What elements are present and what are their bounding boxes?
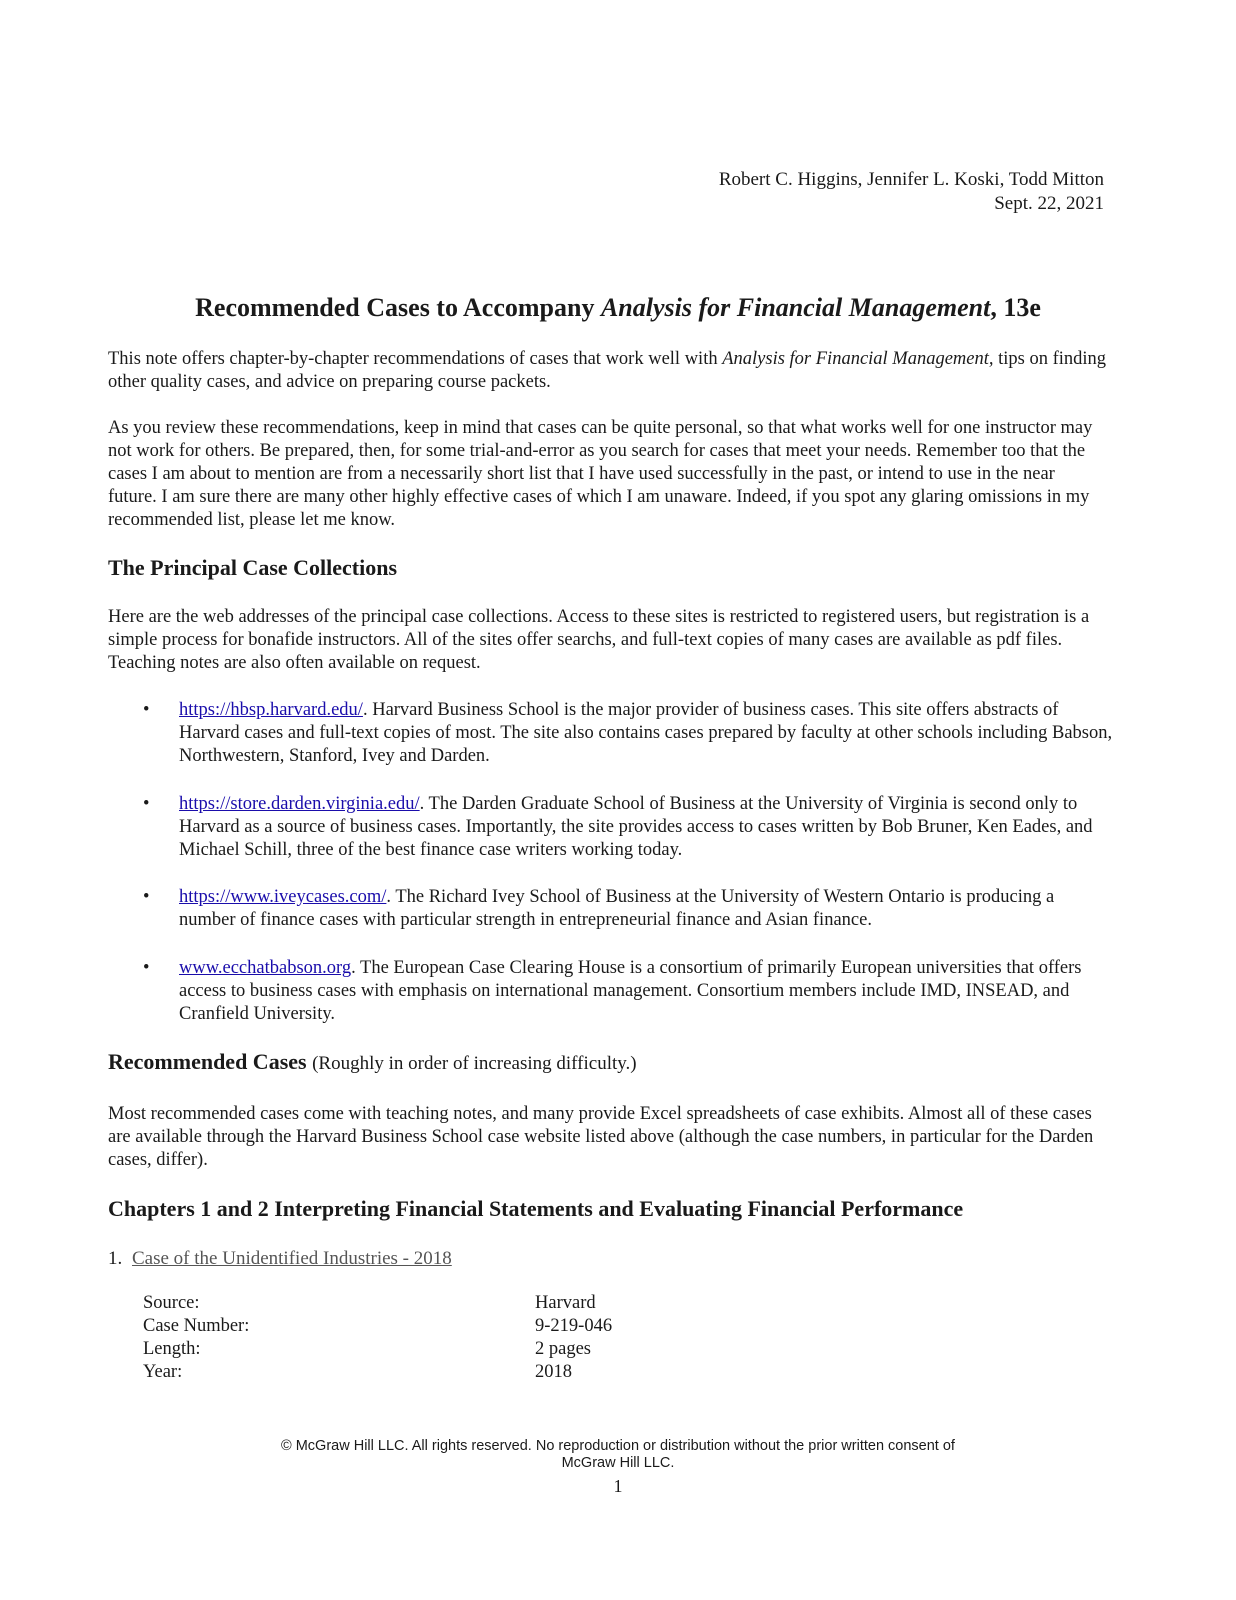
copyright-line-1: © McGraw Hill LLC. All rights reserved. No reproduction or distribution without the prior written consent of (281, 1438, 955, 1454)
darden-description: . The Darden Graduate School of Business at the University of Virginia is second only to Harvard as a source of business cases. Importantly, the site provides access to cases written by Bob Bruner, Ken Eades, and Michael Schill, three of the best finance case writers working today. (179, 794, 1093, 860)
ecch-link[interactable]: www.ecchatbabson.org (179, 958, 352, 978)
recommended-heading (108, 1049, 637, 1075)
detail-value: 2018 (535, 1362, 572, 1382)
darden-link[interactable]: https://store.darden.virginia.edu/ (179, 794, 420, 814)
collections-intro: Here are the web addresses of the principal case collections. Access to these sites is restricted to registered users, but registration is a simple process for bonafide instructors. All of the sites offer searchs, and full-text copies of many cases are available as pdf files. Teaching notes are also often available on request. (108, 607, 1090, 673)
case-number: 1. (108, 1248, 123, 1269)
case-detail-row (143, 1361, 612, 1384)
case-detail-row (143, 1292, 612, 1315)
harvard-link[interactable]: https://hbsp.harvard.edu/ (179, 700, 363, 720)
detail-label: Year: (143, 1362, 183, 1382)
chapter-heading: Chapters 1 and 2 Interpreting Financial Statements and Evaluating Financial Performance (108, 1196, 964, 1221)
title-prefix: Recommended Cases to Accompany (195, 293, 601, 322)
document-title (0, 293, 1236, 323)
bullet-icon: • (143, 794, 150, 814)
intro-paragraph-2: As you review these recommendations, keep in mind that cases can be quite personal, so that what works well for one instructor may not work for others. Be prepared, then, for some trial-and-error as you search for cases that meet your needs. Remember too that the cases I am about to mention are from a necessarily short list that I have used successfully in the past, or intend to use in the near future. I am sure there are many other highly effective cases of which I am unaware. Indeed, if you spot any glaring omissions in my recommended list, please let me know. (108, 418, 1093, 530)
case-detail-row (143, 1315, 612, 1338)
document-date: Sept. 22, 2021 (994, 193, 1104, 214)
intro-p1-text: This note offers chapter-by-chapter recommendations of cases that work well with (108, 349, 723, 369)
authors: Robert C. Higgins, Jennifer L. Koski, Todd Mitton (718, 169, 1104, 190)
case-title-link[interactable]: Case of the Unidentified Industries - 2018 (132, 1248, 452, 1269)
case-detail-row (143, 1338, 612, 1361)
copyright-line-2: McGraw Hill LLC. (561, 1455, 675, 1471)
detail-label: Length: (143, 1339, 201, 1359)
ivey-description: . The Richard Ivey School of Business at the University of Western Ontario is producing a number of finance cases with particular strength in entrepreneurial finance and Asian finance. (179, 887, 1055, 930)
ecch-description: . The European Case Clearing House is a consortium of primarily European universities that offers access to business cases with emphasis on international management. Consortium members include IMD, INSEAD, and Cranfield University. (179, 958, 1082, 1024)
recommended-intro: Most recommended cases come with teaching notes, and many provide Excel spreadsheets of case exhibits. Almost all of these cases are available through the Harvard Business School case website listed above (although the case numbers, in particular for the Darden cases, differ). (108, 1104, 1094, 1170)
detail-label: Source: (143, 1293, 200, 1313)
detail-value: 2 pages (535, 1339, 591, 1359)
copyright-footer (0, 1438, 1236, 1472)
bullet-icon: • (143, 700, 150, 720)
detail-value: Harvard (535, 1293, 596, 1313)
ivey-link[interactable]: https://www.iveycases.com/ (179, 887, 387, 907)
recommended-note: (Roughly in order of increasing difficulty.) (312, 1053, 637, 1074)
intro-paragraph-1 (108, 348, 1108, 394)
collections-heading: The Principal Case Collections (108, 555, 398, 580)
case-list-item (108, 1247, 452, 1270)
bullet-icon: • (143, 887, 150, 907)
title-suffix: , 13e (990, 293, 1041, 322)
page-number: 1 (613, 1476, 623, 1496)
author-block (719, 168, 1104, 216)
harvard-description: . Harvard Business School is the major provider of business cases. This site offers abstracts of Harvard cases and full-text copies of most. The site also contains cases prepared by faculty at other schools including Babson, Northwestern, Stanford, Ivey and Darden. (179, 700, 1113, 766)
recommended-heading-text: Recommended Cases (108, 1049, 307, 1074)
case-details (143, 1292, 612, 1384)
detail-label: Case Number: (143, 1316, 250, 1336)
intro-p1-book: Analysis for Financial Management, (722, 349, 994, 369)
intro-p1-rest: tips on finding other quality cases, and advice on preparing course packets. (108, 349, 1107, 392)
detail-value: 9-219-046 (535, 1316, 613, 1336)
title-book: Analysis for Financial Management (600, 293, 991, 322)
bullet-icon: • (143, 958, 150, 978)
